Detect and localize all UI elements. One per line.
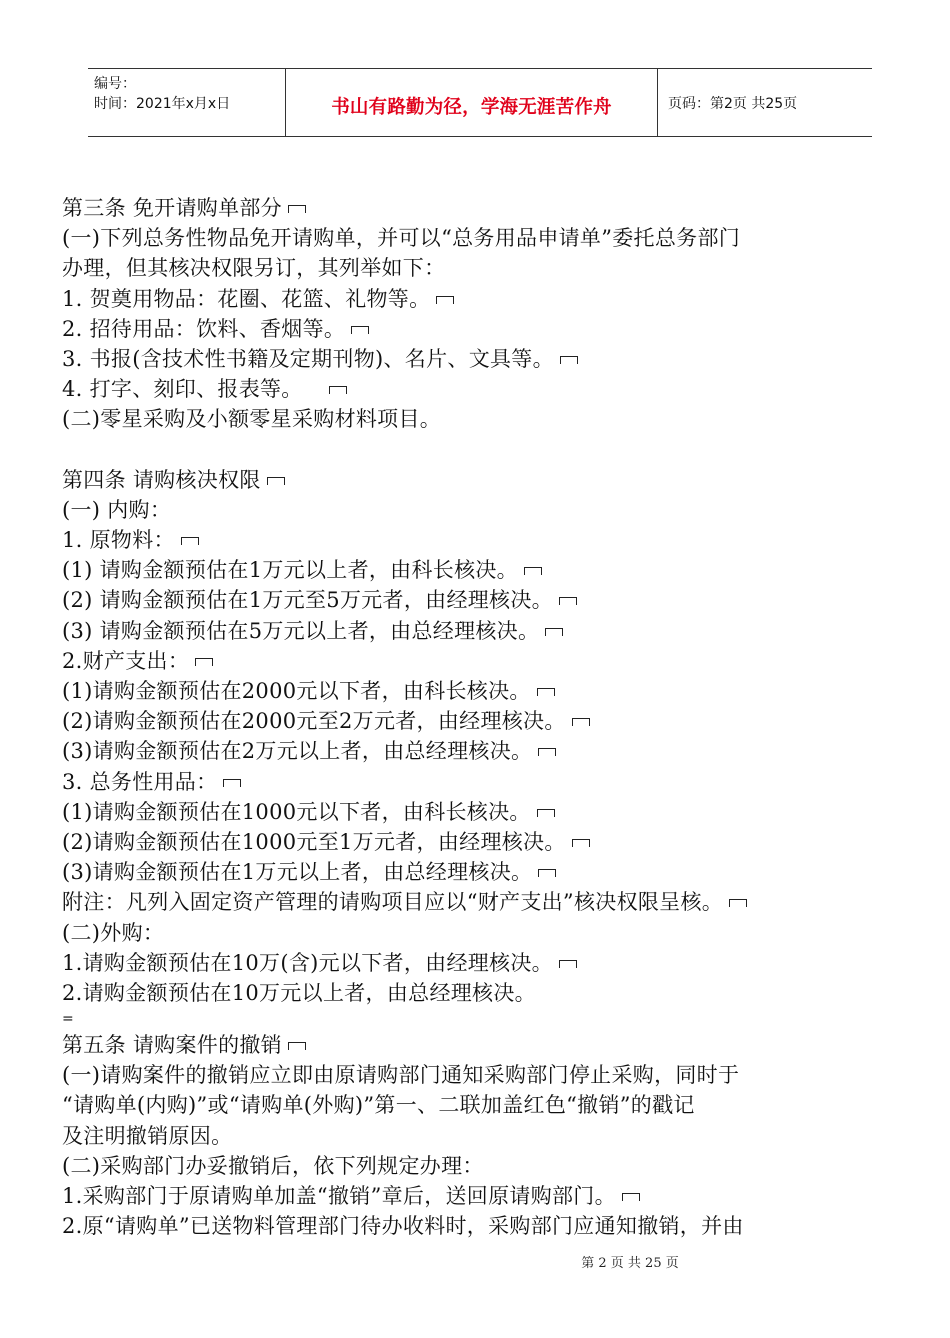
text-line: (二)采购部门办妥撤销后，依下列规定办理：	[62, 1153, 484, 1178]
footer-page-number: 第 2 页 共 25 页	[581, 1256, 679, 1271]
list-item: (1) 请购金额预估在1万元以上者，由科长核决。	[62, 555, 912, 585]
note-line: 附注：凡列入固定资产管理的请购项目应以“财产支出”核决权限呈核。	[62, 887, 912, 917]
list-item: 3. 总务性用品：	[62, 767, 912, 797]
paragraph-mark-icon	[559, 960, 577, 968]
paragraph-mark-icon	[288, 1042, 306, 1050]
paragraph-mark-icon	[560, 356, 578, 364]
paragraph-mark-icon	[288, 205, 306, 213]
paragraph-mark-icon	[524, 567, 542, 575]
section-break-mark: =	[62, 1011, 75, 1028]
page-code: 页码：第2页 共25页	[668, 96, 798, 112]
paragraph-mark-icon	[572, 718, 590, 726]
text-line: 及注明撤销原因。	[62, 1123, 233, 1148]
header-left-cell	[88, 69, 286, 136]
blank-line	[62, 435, 912, 465]
paragraph-mark-icon	[572, 839, 590, 847]
list-item: (1)请购金额预估在1000元以下者，由科长核决。	[62, 797, 912, 827]
list-item: (2)请购金额预估在2000元至2万元者，由经理核决。	[62, 706, 912, 736]
list-item: 1.采购部门于原请购单加盖“撤销”章后，送回原请购部门。	[62, 1181, 912, 1211]
list-item: 3. 书报(含技术性书籍及定期刊物)、名片、文具等。	[62, 344, 912, 374]
text-line: (一) 内购：	[62, 497, 172, 522]
page-footer	[0, 1252, 950, 1271]
paragraph-mark-icon	[729, 899, 747, 907]
text-line: (二)零星采购及小额零星采购材料项目。	[62, 407, 442, 432]
list-item: 1. 贺奠用物品：花圈、花篮、礼物等。	[62, 284, 912, 314]
serial-label: 编号：	[94, 76, 136, 92]
paragraph-mark-icon	[351, 326, 369, 334]
list-item: (2) 请购金额预估在1万元至5万元者，由经理核决。	[62, 585, 912, 615]
paragraph-mark-icon	[538, 869, 556, 877]
list-item: 2. 招待用品：饮料、香烟等。	[62, 314, 912, 344]
paragraph-mark-icon	[537, 809, 555, 817]
list-item: (3)请购金额预估在1万元以上者，由总经理核决。	[62, 857, 912, 887]
header-motto: 书山有路勤为径，学海无涯苦作舟	[331, 97, 612, 118]
header-middle-cell	[286, 69, 658, 136]
article-4-heading: 第四条 请购核决权限	[62, 465, 912, 495]
text-line: (一)下列总务性物品免开请购单，并可以“总务用品申请单”委托总务部门	[62, 226, 741, 251]
paragraph-mark-icon	[329, 386, 347, 394]
list-item: (2)请购金额预估在1000元至1万元者，由经理核决。	[62, 827, 912, 857]
paragraph-mark-icon	[538, 748, 556, 756]
paragraph-mark-icon	[559, 597, 577, 605]
document-body	[62, 193, 912, 1241]
paragraph-mark-icon	[545, 628, 563, 636]
text-line: (一)请购案件的撤销应立即由原请购部门通知采购部门停止采购，同时于	[62, 1063, 740, 1088]
article-5-heading: 第五条 请购案件的撤销	[62, 1030, 912, 1060]
text-line: 办理，但其核决权限另订，其列举如下：	[62, 256, 446, 281]
paragraph-mark-icon	[223, 779, 241, 787]
paragraph-mark-icon	[537, 688, 555, 696]
paragraph-mark-icon	[436, 296, 454, 304]
header-right-cell	[658, 69, 872, 136]
list-item: 1. 原物料：	[62, 525, 912, 555]
paragraph-mark-icon	[622, 1193, 640, 1201]
date-label: 时间：2021年x月x日	[94, 96, 231, 112]
paragraph-mark-icon	[195, 658, 213, 666]
text-line: “请购单(内购)”或“请购单(外购)”第一、二联加盖红色“撤销”的戳记	[62, 1093, 695, 1118]
list-item: (1)请购金额预估在2000元以下者，由科长核决。	[62, 676, 912, 706]
paragraph-mark-icon	[267, 477, 285, 485]
list-item: (3)请购金额预估在2万元以上者，由总经理核决。	[62, 736, 912, 766]
article-3-heading: 第三条 免开请购单部分	[62, 193, 912, 223]
page-header	[88, 68, 872, 137]
list-item: 2.财产支出：	[62, 646, 912, 676]
text-line: (二)外购：	[62, 920, 165, 945]
list-item: 2.请购金额预估在10万元以上者，由总经理核决。	[62, 980, 536, 1005]
list-item: 2.原“请购单”已送物料管理部门待办收料时，采购部门应通知撤销，并由	[62, 1214, 744, 1239]
list-item: (3) 请购金额预估在5万元以上者，由总经理核决。	[62, 616, 912, 646]
list-item: 4. 打字、刻印、报表等。	[62, 374, 912, 404]
list-item: 1.请购金额预估在10万(含)元以下者，由经理核决。	[62, 948, 912, 978]
paragraph-mark-icon	[181, 537, 199, 545]
